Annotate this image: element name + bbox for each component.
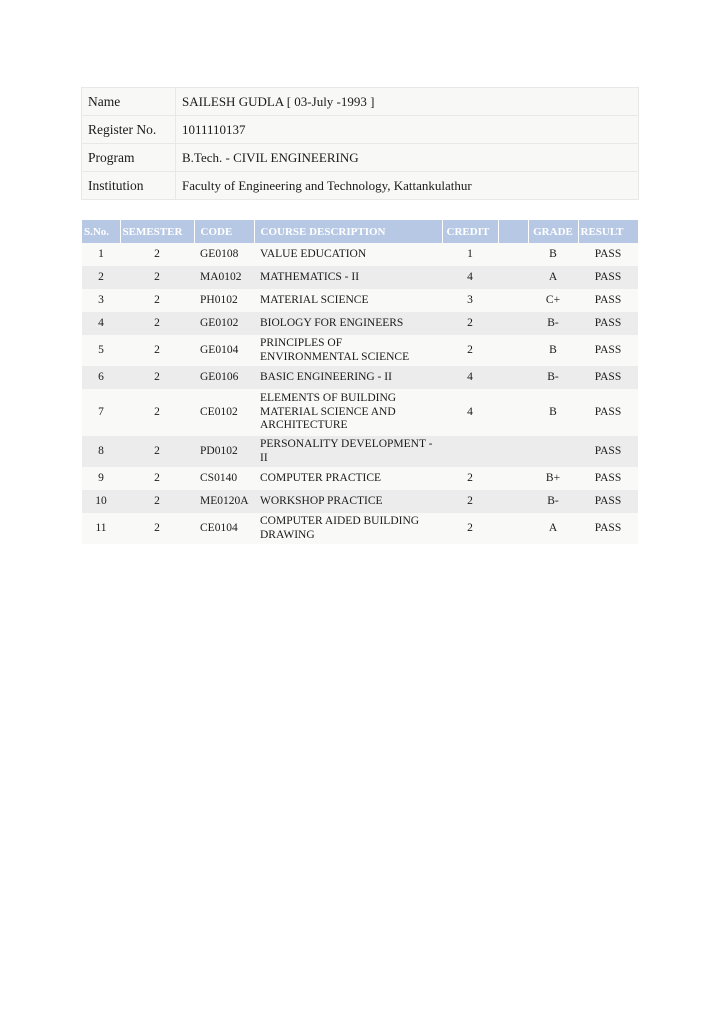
cell-blank <box>498 436 528 467</box>
results-header-row <box>82 220 638 243</box>
name-row <box>82 88 639 116</box>
cell-result: PASS <box>578 513 638 544</box>
cell-grade: B <box>528 243 578 266</box>
cell-grade: B- <box>528 366 578 389</box>
cell-result: PASS <box>578 366 638 389</box>
cell-description: VALUE EDUCATION <box>254 243 442 266</box>
cell-code: ME0120A <box>194 490 254 513</box>
cell-semester: 2 <box>120 436 194 467</box>
student-info-table <box>81 87 639 200</box>
cell-code: MA0102 <box>194 266 254 289</box>
cell-result: PASS <box>578 467 638 490</box>
cell-semester: 2 <box>120 266 194 289</box>
header-semester: SEMESTER <box>120 220 194 243</box>
cell-semester: 2 <box>120 289 194 312</box>
cell-description: PERSONALITY DEVELOPMENT - II <box>254 436 442 467</box>
table-row <box>82 513 638 544</box>
cell-grade: B- <box>528 490 578 513</box>
table-row <box>82 366 638 389</box>
cell-sno: 10 <box>82 490 120 513</box>
cell-code: GE0108 <box>194 243 254 266</box>
name-label: Name <box>82 88 176 116</box>
cell-blank <box>498 335 528 366</box>
table-row <box>82 335 638 366</box>
cell-grade: A <box>528 266 578 289</box>
cell-grade: B+ <box>528 467 578 490</box>
table-row <box>82 312 638 335</box>
cell-code: PH0102 <box>194 289 254 312</box>
cell-semester: 2 <box>120 513 194 544</box>
program-label: Program <box>82 144 176 172</box>
table-row <box>82 243 638 266</box>
program-value: B.Tech. - CIVIL ENGINEERING <box>176 144 639 172</box>
results-table <box>82 220 638 544</box>
cell-blank <box>498 266 528 289</box>
table-row <box>82 266 638 289</box>
cell-credit: 2 <box>442 490 498 513</box>
cell-code: GE0102 <box>194 312 254 335</box>
cell-result: PASS <box>578 436 638 467</box>
cell-semester: 2 <box>120 389 194 436</box>
register-value: 1011110137 <box>176 116 639 144</box>
table-row <box>82 467 638 490</box>
table-row <box>82 389 638 436</box>
cell-credit: 3 <box>442 289 498 312</box>
cell-grade: B <box>528 389 578 436</box>
cell-result: PASS <box>578 389 638 436</box>
header-code: CODE <box>194 220 254 243</box>
cell-semester: 2 <box>120 366 194 389</box>
cell-blank <box>498 289 528 312</box>
cell-code: GE0104 <box>194 335 254 366</box>
cell-description: COMPUTER AIDED BUILDING DRAWING <box>254 513 442 544</box>
cell-sno: 4 <box>82 312 120 335</box>
institution-label: Institution <box>82 172 176 200</box>
cell-blank <box>498 490 528 513</box>
cell-code: CE0102 <box>194 389 254 436</box>
cell-blank <box>498 513 528 544</box>
cell-credit: 2 <box>442 312 498 335</box>
cell-code: CS0140 <box>194 467 254 490</box>
cell-credit: 4 <box>442 266 498 289</box>
table-row <box>82 490 638 513</box>
cell-description: WORKSHOP PRACTICE <box>254 490 442 513</box>
cell-blank <box>498 389 528 436</box>
cell-result: PASS <box>578 312 638 335</box>
cell-sno: 5 <box>82 335 120 366</box>
cell-sno: 8 <box>82 436 120 467</box>
results-body <box>82 243 638 544</box>
cell-sno: 11 <box>82 513 120 544</box>
cell-grade: B <box>528 335 578 366</box>
cell-result: PASS <box>578 266 638 289</box>
cell-description: BIOLOGY FOR ENGINEERS <box>254 312 442 335</box>
cell-grade: C+ <box>528 289 578 312</box>
cell-description: MATHEMATICS - II <box>254 266 442 289</box>
cell-credit: 4 <box>442 389 498 436</box>
cell-semester: 2 <box>120 467 194 490</box>
cell-grade <box>528 436 578 467</box>
cell-code: PD0102 <box>194 436 254 467</box>
cell-credit: 2 <box>442 335 498 366</box>
cell-sno: 3 <box>82 289 120 312</box>
cell-result: PASS <box>578 335 638 366</box>
cell-sno: 7 <box>82 389 120 436</box>
header-sno: S.No. <box>82 220 120 243</box>
cell-description: COMPUTER PRACTICE <box>254 467 442 490</box>
program-row <box>82 144 639 172</box>
register-label: Register No. <box>82 116 176 144</box>
name-value: SAILESH GUDLA [ 03-July -1993 ] <box>176 88 639 116</box>
cell-code: GE0106 <box>194 366 254 389</box>
cell-code: CE0104 <box>194 513 254 544</box>
cell-blank <box>498 366 528 389</box>
header-credit: CREDIT <box>442 220 498 243</box>
cell-credit <box>442 436 498 467</box>
institution-row <box>82 172 639 200</box>
cell-result: PASS <box>578 243 638 266</box>
header-grade: GRADE <box>528 220 578 243</box>
cell-grade: A <box>528 513 578 544</box>
cell-semester: 2 <box>120 243 194 266</box>
header-blank <box>498 220 528 243</box>
header-description: COURSE DESCRIPTION <box>254 220 442 243</box>
cell-description: ELEMENTS OF BUILDING MATERIAL SCIENCE AND ARCHITECTURE <box>254 389 442 436</box>
table-row <box>82 289 638 312</box>
table-row <box>82 436 638 467</box>
cell-sno: 6 <box>82 366 120 389</box>
cell-sno: 9 <box>82 467 120 490</box>
cell-credit: 2 <box>442 467 498 490</box>
cell-blank <box>498 467 528 490</box>
cell-blank <box>498 312 528 335</box>
cell-result: PASS <box>578 289 638 312</box>
cell-grade: B- <box>528 312 578 335</box>
cell-semester: 2 <box>120 312 194 335</box>
institution-value: Faculty of Engineering and Technology, Kattankulathur <box>176 172 639 200</box>
cell-semester: 2 <box>120 335 194 366</box>
cell-description: PRINCIPLES OF ENVIRONMENTAL SCIENCE <box>254 335 442 366</box>
cell-semester: 2 <box>120 490 194 513</box>
cell-description: BASIC ENGINEERING - II <box>254 366 442 389</box>
header-result: RESULT <box>578 220 638 243</box>
cell-result: PASS <box>578 490 638 513</box>
cell-credit: 4 <box>442 366 498 389</box>
cell-sno: 1 <box>82 243 120 266</box>
cell-sno: 2 <box>82 266 120 289</box>
cell-blank <box>498 243 528 266</box>
cell-description: MATERIAL SCIENCE <box>254 289 442 312</box>
cell-credit: 2 <box>442 513 498 544</box>
register-row <box>82 116 639 144</box>
cell-credit: 1 <box>442 243 498 266</box>
